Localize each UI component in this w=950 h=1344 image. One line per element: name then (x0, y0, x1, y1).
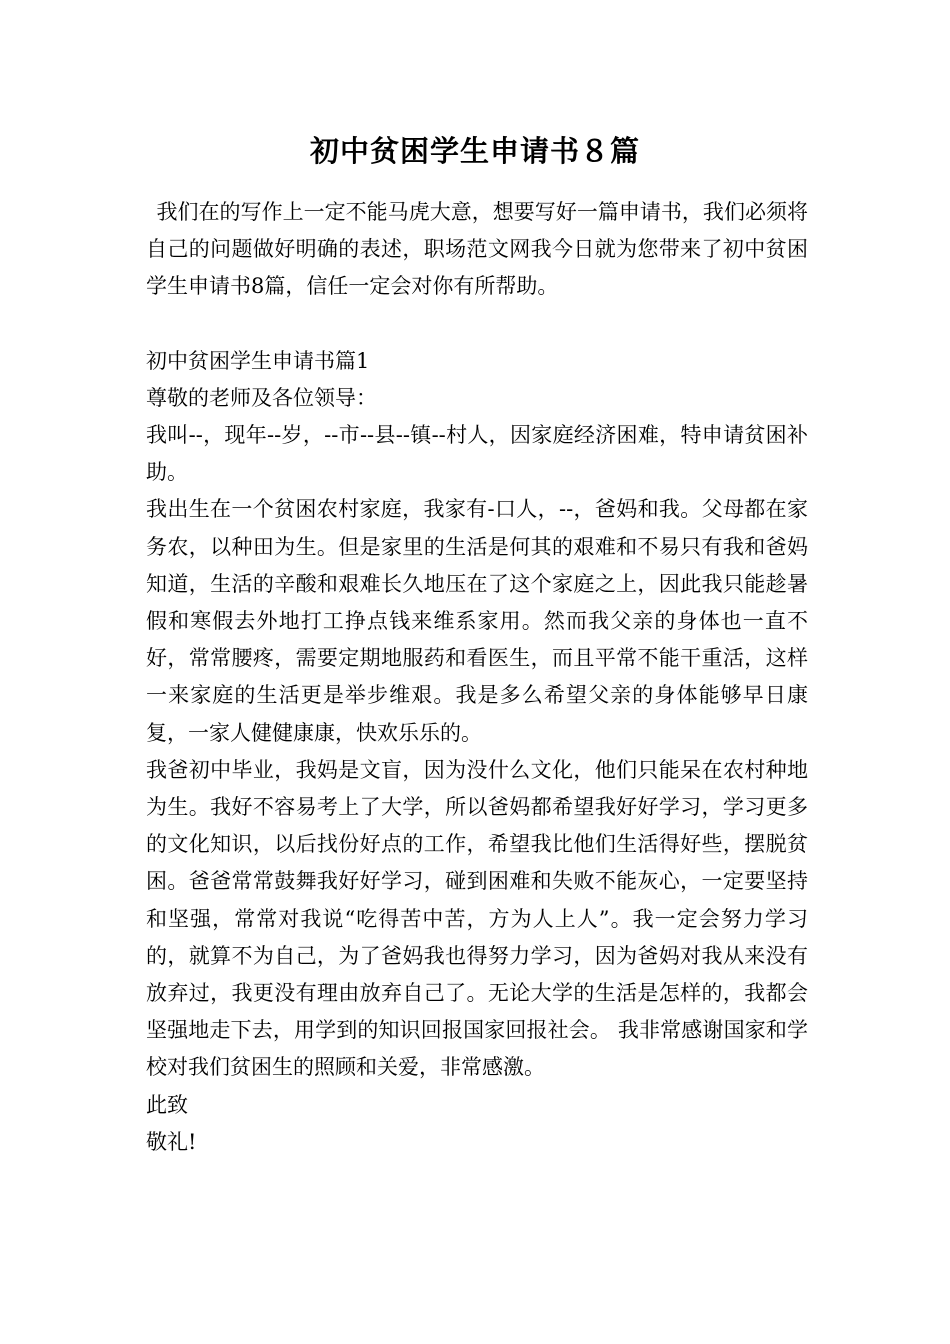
document-body (146, 194, 808, 1161)
body-paragraph: 我出生在一个贫困农村家庭，我家有-口人，--，爸妈和我。父母都在家务农，以种田为生。但是家里的生活是何其的艰难和不易只有我和爸妈知道，生活的辛酸和艰难长久地压在了这个家庭之上，因此我只能趁暑假和寒假去外地打工挣点钱来维系家用。然而我父亲的身体也一直不好，常常腰疼，需要定期地服药和看医生，而且平常不能干重活，这样一来家庭的生活更是举步维艰。我是多么希望父亲的身体能够早日康复，一家人健健康康，快欢乐乐的。 (146, 497, 808, 745)
salutation: 尊敬的老师及各位领导： (146, 385, 377, 410)
document-title: 初中贫困学生申请书８篇 (309, 134, 640, 168)
body-paragraph: 我叫--，现年--岁，--市--县--镇--村人，因家庭经济困难，特申请贫困补助。 (146, 423, 808, 485)
closing-salute: 敬礼! (146, 1129, 197, 1154)
section-heading: 初中贫困学生申请书篇1 (146, 348, 370, 373)
intro-paragraph: 我们在的写作上一定不能马虎大意，想要写好一篇申请书，我们必须将自己的问题做好明确的表述，职场范文网我今日就为您带来了初中贫困学生申请书8篇，信任一定会对你有所帮助。 (146, 200, 808, 299)
closing-line: 此致 (146, 1092, 188, 1117)
body-paragraph: 我爸初中毕业，我妈是文盲，因为没什么文化，他们只能呆在农村种地为生。我好不容易考上了大学，所以爸妈都希望我好好学习，学习更多的文化知识，以后找份好点的工作，希望我比他们生活得好些，摆脱贫困。爸爸常常鼓舞我好好学习，碰到困难和失败不能灰心，一定要坚持和坚强，常常对我说“吃得苦中苦，方为人上人”。我一定会努力学习的，就算不为自己，为了爸妈我也得努力学习，因为爸妈对我从来没有放弃过，我更没有理由放弃自己了。无论大学的生活是怎样的，我都会坚强地走下去，用学到的知识回报国家回报社会。 我非常感谢国家和学校对我们贫困生的照顾和关爱，非常感激。 (146, 757, 808, 1080)
